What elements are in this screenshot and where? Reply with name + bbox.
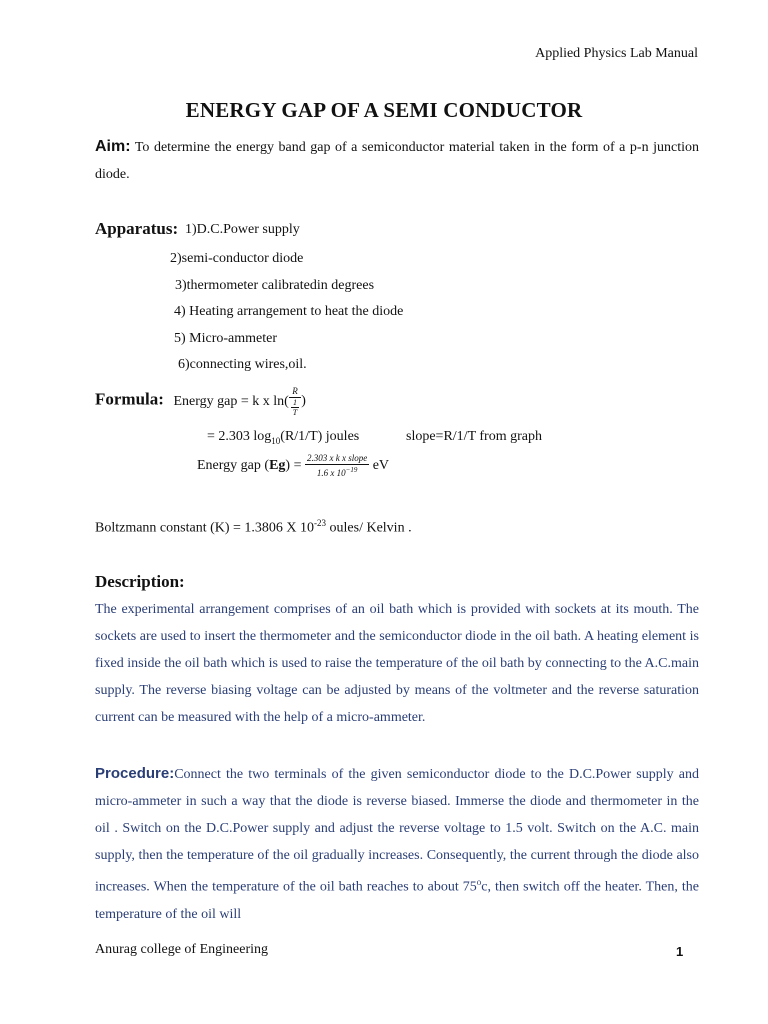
aim-paragraph — [95, 133, 699, 188]
formula-label: Formula — [95, 389, 159, 409]
description-paragraph: The experimental arrangement comprises of an oil bath which is provided with sockets at its mouth. The sockets are used to insert the thermometer and the semiconductor diode in the oil bath. A heating element is fixed inside the oil bath which is used to raise the temperature of the oil bath by connecting to the A.C.main supply. The reverse biasing voltage can be adjusted by means of the voltmeter and the reverse saturation current can be measured with the help of a micro-ammeter. — [95, 602, 699, 725]
formula-line-2: = 2.303 $\log_{10}(R/1/T)$ joules — [207, 429, 360, 446]
running-header: Applied Physics Lab Manual — [535, 46, 698, 61]
apparatus-item: 1)D.C.Power supply — [185, 222, 300, 237]
procedure-paragraph: Procedure:Connect the two terminals of the given semiconductor diode to the D.C.Power supply and micro-ammeter in such a way that the diode is reverse biased. Immerse the diode and thermometer in the oil . Switch on the D.C.Power supply and adjust the reverse voltage to 1.5 volt. Switch on the A.C. main supply, then the temperature of the oil gradually increases. Consequently, the current through the diode also increases. When the temperature of the oil bath reaches to about 75$^o$c, then switch off the heater. Then, the temperature of the oil will — [95, 765, 699, 922]
apparatus-item: 2)semi-conductor diode — [170, 251, 304, 266]
formula-slope-note: slope=R/1/T from graph — [406, 429, 542, 444]
aim-text: To determine the energy band gap of a semiconductor material taken in the form of a p-n junction diode. — [95, 140, 699, 182]
procedure-label: Procedure: — [95, 765, 175, 782]
aim-label: Aim: — [95, 138, 131, 155]
formula-line1-prefix: Energy gap = k x ln( — [173, 393, 289, 409]
page-title: ENERGY GAP OF A SEMI CONDUCTOR — [185, 98, 583, 122]
energy-gap-fraction: $\frac{\text{2.303 x k x slope}}{1.6 x 10^{-19}}$ — [306, 453, 368, 478]
formula-fraction: $\frac{R}{\frac{1}{T}}$ — [289, 386, 301, 417]
footer-college: Anurag college of Engineering — [95, 942, 268, 957]
apparatus-item: 6)connecting wires,oil. — [178, 357, 307, 372]
formula-colon: : — [158, 389, 164, 409]
page-number: 1 — [676, 944, 684, 959]
boltzmann-constant: Boltzmann constant (K) = 1.3806 X $10^{-23}$ oules/ Kelvin . — [95, 518, 412, 536]
formula-line1-suffix: ) — [301, 393, 306, 409]
apparatus-item: 5) Micro-ammeter — [174, 331, 278, 346]
apparatus-label: Apparatus: — [95, 219, 179, 238]
formula-line-1 — [95, 386, 306, 417]
apparatus-item: 4) Heating arrangement to heat the diode — [174, 304, 404, 319]
formula-line-3: Energy gap (Eg) = $\frac{\text{2.303 x k x slope}}{1.6 x 10^{-19}}$ eV — [197, 453, 390, 478]
description-heading: Description: — [95, 572, 185, 591]
apparatus-label-wrap — [95, 219, 178, 239]
apparatus-item: 3)thermometer calibratedin degrees — [175, 278, 375, 293]
